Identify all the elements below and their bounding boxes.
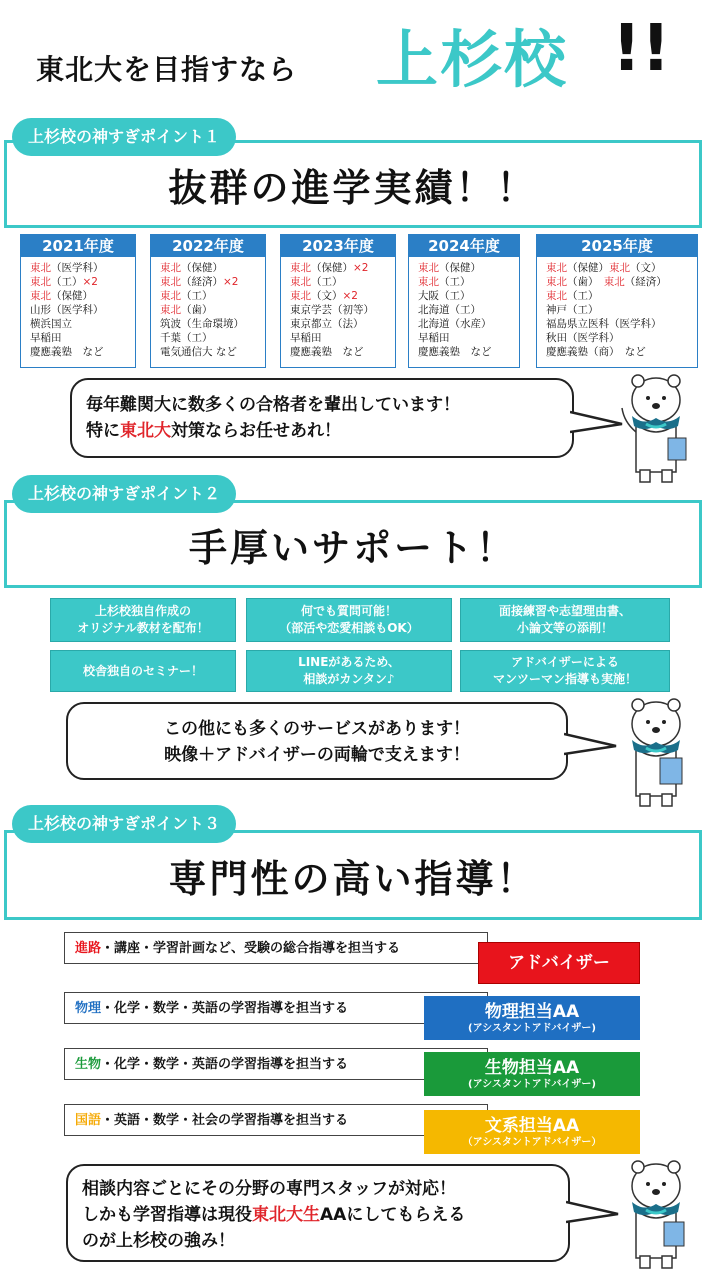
school-item: 大阪（工） bbox=[418, 290, 471, 302]
point1-title-text: 抜群の進学実績！！ bbox=[168, 165, 538, 210]
speech-bubble-specialist bbox=[66, 1164, 570, 1262]
school-item: 横浜国立 bbox=[30, 318, 72, 330]
support-item: 面接練習や志望理由書、 小論文等の添削！ bbox=[460, 598, 670, 642]
support-item: 上杉校独自作成の オリジナル教材を配布！ bbox=[50, 598, 236, 642]
school-item: 東北（工） bbox=[418, 276, 471, 288]
year-column bbox=[408, 234, 520, 368]
point2-tab: 上杉校の神すぎポイント２ bbox=[12, 475, 236, 513]
school-item: 早稲田 bbox=[30, 332, 62, 344]
year-label: 2025年度 bbox=[537, 235, 697, 257]
school-item: 神戸（工） bbox=[546, 304, 599, 316]
school-item: 千葉（工） bbox=[160, 332, 213, 344]
support-item: 校舎独自のセミナー！ bbox=[50, 650, 236, 692]
year-column bbox=[150, 234, 266, 368]
point3-tab: 上杉校の神すぎポイント３ bbox=[12, 805, 236, 843]
school-item: 慶應義塾 など bbox=[30, 346, 104, 358]
bubble3-line1: 相談内容ごとにその分野の専門スタッフが対応！ bbox=[82, 1179, 456, 1199]
school-item: 早稲田 bbox=[290, 332, 322, 344]
bubble1-tail bbox=[570, 410, 626, 436]
school-item: 筑波（生命環境） bbox=[160, 318, 244, 330]
point3-title bbox=[4, 830, 702, 920]
bear-mascot-icon bbox=[616, 1158, 696, 1270]
school-item: 東北（文）×2 bbox=[290, 290, 358, 302]
bubble3-tail bbox=[566, 1200, 622, 1226]
support-item: 何でも質問可能！ （部活や恋愛相談もOK） bbox=[246, 598, 452, 642]
school-item: 東北（経済）×2 bbox=[160, 276, 239, 288]
school-item: 東北（工） bbox=[290, 276, 343, 288]
bubble1-line1: 毎年難関大に数多くの合格者を輩出しています！ bbox=[86, 395, 460, 415]
school-item: 電気通信大 など bbox=[160, 346, 237, 358]
year-label: 2021年度 bbox=[21, 235, 135, 257]
school-item: 秋田（医学科） bbox=[546, 332, 620, 344]
role-description: 生物・化学・数学・英語の学習指導を担当する bbox=[64, 1048, 488, 1080]
bubble2-line1: この他にも多くのサービスがあります！ bbox=[164, 719, 470, 739]
bubble2-tail bbox=[564, 732, 620, 758]
bubble3-line2: しかも学習指導は現役東北大生AAにしてもらえる bbox=[82, 1205, 466, 1225]
year-column bbox=[280, 234, 396, 368]
role-badge: 文系担当AA （アシスタントアドバイザー） bbox=[424, 1110, 640, 1154]
school-item: 東北（工） bbox=[546, 290, 599, 302]
role-badge: 生物担当AA (アシスタントアドバイザー) bbox=[424, 1052, 640, 1096]
support-item: アドバイザーによる マンツーマン指導も実施！ bbox=[460, 650, 670, 692]
support-item: LINEがあるため、 相談がカンタン♪ bbox=[246, 650, 452, 692]
school-item: 東北（歯） 東北（経済） bbox=[546, 276, 667, 288]
school-item: 慶應義塾 など bbox=[418, 346, 492, 358]
bubble1-line2: 特に東北大対策ならお任せあれ！ bbox=[86, 421, 341, 441]
school-item: 東北（保健） bbox=[30, 290, 93, 302]
school-item: 東北（歯） bbox=[160, 304, 213, 316]
school-list bbox=[21, 257, 135, 359]
school-item: 東北（工）×2 bbox=[30, 276, 98, 288]
point2-title bbox=[4, 500, 702, 588]
school-list bbox=[151, 257, 265, 359]
school-item: 東北（保健）×2 bbox=[290, 262, 369, 274]
bear-mascot-icon bbox=[616, 372, 696, 484]
bubble3-line3: のが上杉校の強み！ bbox=[82, 1231, 235, 1251]
role-description: 国語・英語・数学・社会の学習指導を担当する bbox=[64, 1104, 488, 1136]
school-item: 早稲田 bbox=[418, 332, 450, 344]
hero-header bbox=[0, 0, 720, 112]
school-item: 慶應義塾（商） など bbox=[546, 346, 646, 358]
school-item: 東北（保健） bbox=[418, 262, 481, 274]
school-item: 山形（医学科） bbox=[30, 304, 104, 316]
school-item: 東京学芸（初等） bbox=[290, 304, 374, 316]
school-item: 北海道（工） bbox=[418, 304, 481, 316]
school-item: 東北（医学科） bbox=[30, 262, 104, 274]
hero-lead-text: 東北大を目指すなら bbox=[36, 53, 298, 86]
school-item: 東北（保健）東北（文） bbox=[546, 262, 662, 274]
school-item: 北海道（水産） bbox=[418, 318, 492, 330]
school-item: 東北（保健） bbox=[160, 262, 223, 274]
school-item: 慶應義塾 など bbox=[290, 346, 364, 358]
school-list bbox=[409, 257, 519, 359]
hero-school-name: 上杉校 bbox=[376, 23, 569, 96]
point2-title-text: 手厚いサポート！ bbox=[188, 525, 517, 570]
year-column bbox=[536, 234, 698, 368]
school-item: 東北（工） bbox=[160, 290, 213, 302]
year-label: 2023年度 bbox=[281, 235, 395, 257]
bubble2-line2: 映像＋アドバイザーの両輪で支えます！ bbox=[164, 745, 470, 765]
bear-mascot-icon bbox=[616, 696, 696, 808]
point3-title-text: 専門性の高い指導！ bbox=[168, 856, 538, 901]
speech-bubble-results bbox=[70, 378, 574, 458]
hero-exclaim: !! bbox=[612, 12, 671, 86]
role-badge: 物理担当AA (アシスタントアドバイザー) bbox=[424, 996, 640, 1040]
year-column bbox=[20, 234, 136, 368]
role-description: 進路・講座・学習計画など、受験の総合指導を担当する bbox=[64, 932, 488, 964]
role-description: 物理・化学・数学・英語の学習指導を担当する bbox=[64, 992, 488, 1024]
school-list bbox=[281, 257, 395, 359]
year-label: 2022年度 bbox=[151, 235, 265, 257]
year-label: 2024年度 bbox=[409, 235, 519, 257]
school-item: 東京都立（法） bbox=[290, 318, 364, 330]
point1-tab: 上杉校の神すぎポイント１ bbox=[12, 118, 236, 156]
school-item: 福島県立医科（医学科） bbox=[546, 318, 662, 330]
role-badge: アドバイザー bbox=[478, 942, 640, 984]
school-list bbox=[537, 257, 697, 359]
speech-bubble-support bbox=[66, 702, 568, 780]
